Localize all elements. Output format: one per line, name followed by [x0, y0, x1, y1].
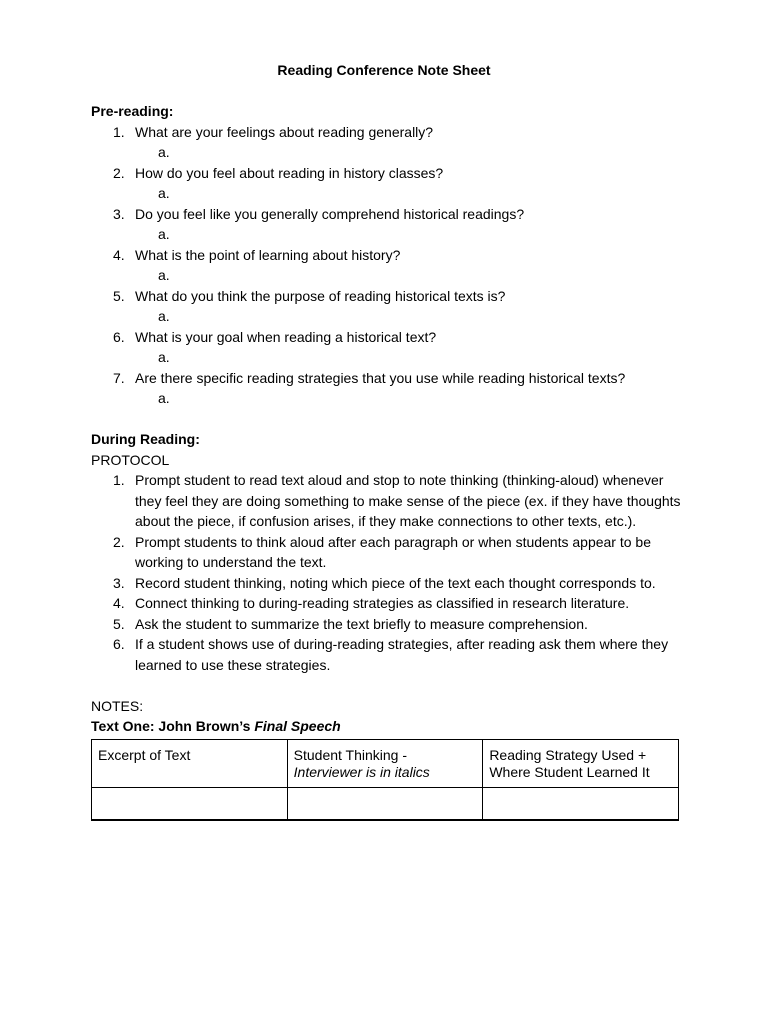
cell-student-thinking[interactable]	[287, 787, 483, 820]
pre-reading-item-text: Are there specific reading strategies that you use while reading historical texts?	[135, 369, 626, 386]
protocol-item-text: Prompt students to think aloud after each paragraph or when students appear to be working to understand the text.	[135, 533, 651, 570]
protocol-item-number: 6.	[113, 636, 125, 652]
pre-reading-answer-marker: a.	[158, 390, 170, 406]
document-title: Reading Conference Note Sheet	[277, 62, 491, 78]
protocol-list	[91, 470, 691, 675]
text-title-italic: Final Speech	[254, 718, 341, 734]
pre-reading-item-text: What is your goal when reading a historical text?	[135, 328, 437, 345]
pre-reading-item-text: What do you think the purpose of reading historical texts is?	[135, 287, 506, 304]
protocol-item-number: 3.	[113, 574, 125, 591]
pre-reading-item-number: 4.	[113, 246, 125, 263]
notes-label: NOTES:	[91, 697, 144, 714]
text-title-prefix: Text One: John Brown’s	[91, 718, 255, 734]
pre-reading-answer-marker: a.	[158, 267, 170, 283]
pre-reading-item	[91, 327, 691, 348]
document-body	[91, 101, 691, 821]
pre-reading-item-number: 7.	[113, 369, 125, 386]
text-one-title	[91, 716, 691, 737]
pre-reading-heading: Pre-reading:	[91, 103, 174, 119]
cell-reading-strategy[interactable]	[483, 787, 679, 820]
pre-reading-item-number: 3.	[113, 205, 125, 222]
protocol-item-text: If a student shows use of during-reading strategies, after reading ask them where they learned to use these strategies.	[135, 636, 669, 673]
pre-reading-item	[91, 122, 691, 143]
pre-reading-item-text: Do you feel like you generally comprehend historical readings?	[135, 205, 525, 222]
pre-reading-item-number: 2.	[113, 164, 125, 181]
protocol-item-text: Prompt student to read text aloud and stop to note thinking (thinking-aloud) whenever they feel they are doing something to make sense of the piece (ex. if they have thoughts about the piece, if confusion arises, if they make connections to other texts, etc.).	[135, 472, 681, 529]
notes-table	[91, 739, 679, 821]
pre-reading-answer-marker: a.	[158, 185, 170, 201]
pre-reading-answer-marker: a.	[158, 144, 170, 160]
protocol-item	[91, 470, 691, 532]
pre-reading-answer-marker: a.	[158, 308, 170, 324]
pre-reading-item	[91, 286, 691, 307]
protocol-item	[91, 573, 691, 594]
protocol-item	[91, 532, 691, 573]
cell-excerpt[interactable]	[92, 787, 288, 820]
header-reading-strategy: Reading Strategy Used + Where Student Learned It	[483, 739, 679, 787]
protocol-item	[91, 634, 691, 675]
header-excerpt: Excerpt of Text	[92, 739, 288, 787]
pre-reading-item	[91, 204, 691, 225]
protocol-label: PROTOCOL	[91, 451, 170, 468]
pre-reading-item-number: 1.	[113, 123, 125, 140]
protocol-item-number: 1.	[113, 472, 125, 488]
pre-reading-item	[91, 163, 691, 184]
pre-reading-item-number: 5.	[113, 287, 125, 304]
protocol-item-text: Ask the student to summarize the text briefly to measure comprehension.	[135, 615, 588, 632]
pre-reading-item-text: What is the point of learning about history?	[135, 246, 401, 263]
pre-reading-list	[91, 122, 691, 409]
protocol-item-text: Connect thinking to during-reading strategies as classified in research literature.	[135, 595, 630, 611]
pre-reading-answer-marker: a.	[158, 226, 170, 242]
pre-reading-answer-marker: a.	[158, 349, 170, 365]
during-reading-heading: During Reading:	[91, 431, 200, 447]
protocol-item-number: 4.	[113, 595, 125, 611]
protocol-item-number: 2.	[113, 533, 125, 550]
pre-reading-item-text: What are your feelings about reading generally?	[135, 123, 434, 140]
header-student-thinking: Student Thinking - Interviewer is in italics	[287, 739, 483, 787]
protocol-item	[91, 614, 691, 635]
pre-reading-item	[91, 245, 691, 266]
notes-table-header-row	[92, 739, 679, 787]
protocol-item	[91, 593, 691, 614]
pre-reading-item-text: How do you feel about reading in history classes?	[135, 164, 444, 181]
protocol-item-number: 5.	[113, 615, 125, 632]
pre-reading-item-number: 6.	[113, 328, 125, 345]
notes-table-row	[92, 787, 679, 820]
pre-reading-item	[91, 368, 691, 389]
protocol-item-text: Record student thinking, noting which piece of the text each thought corresponds to.	[135, 574, 656, 591]
